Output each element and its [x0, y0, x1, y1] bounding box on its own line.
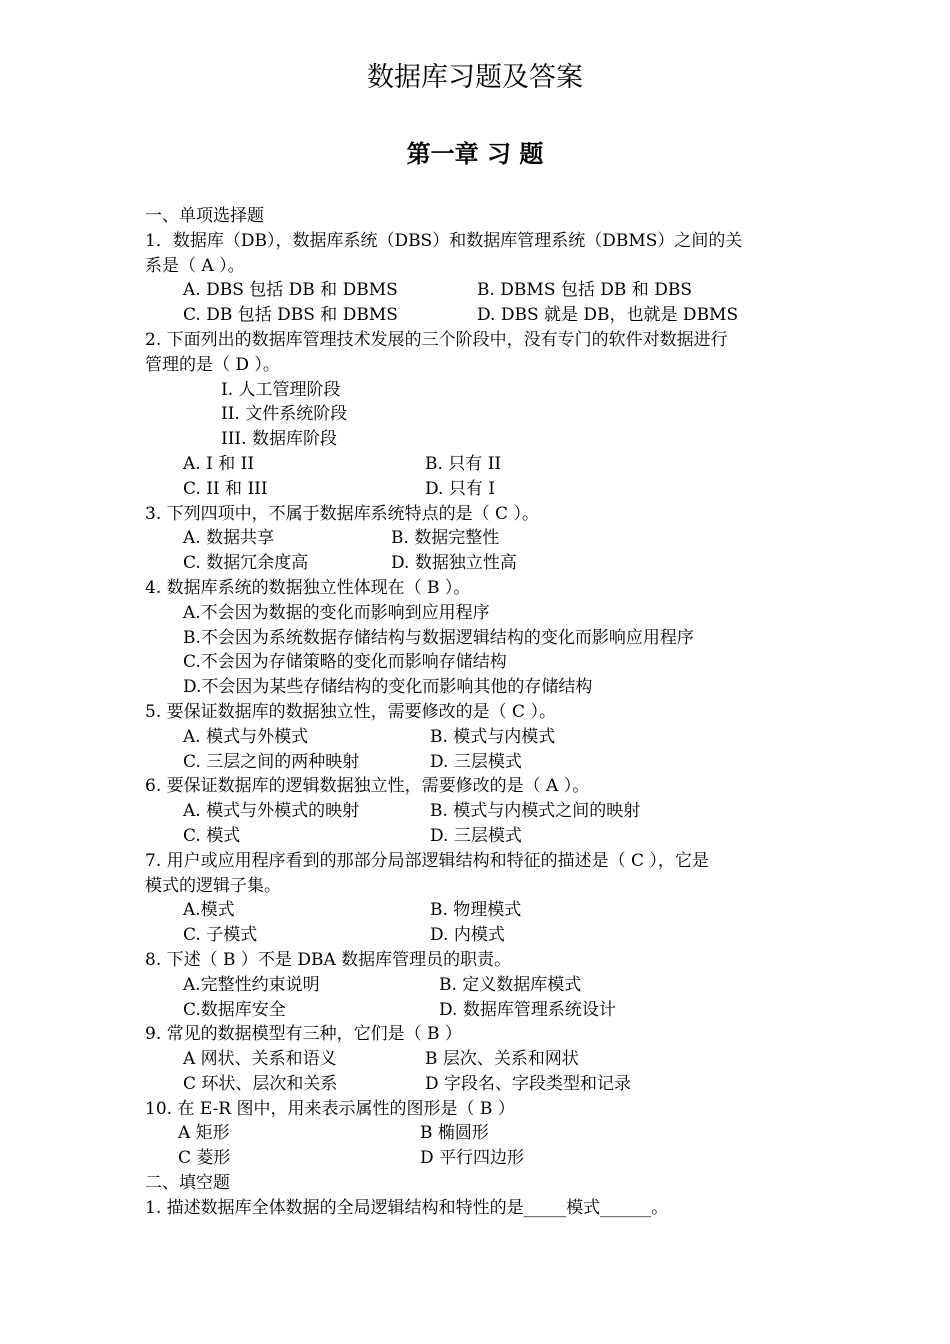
- question-10-option-c: C 菱形: [178, 1148, 231, 1169]
- question-4-option-a-row: [145, 601, 810, 626]
- question-1-options-ab: [145, 278, 810, 303]
- document-body: [145, 204, 810, 1221]
- question-2-option-b: B. 只有 II: [425, 453, 502, 474]
- question-2-item-2: [145, 402, 810, 427]
- question-4-option-b: B.不会因为系统数据存储结构与数据逻辑结构的变化而影响应用程序: [183, 627, 694, 648]
- question-9-text: 9. 常见的数据模型有三种，它们是（ B ）: [145, 1024, 462, 1045]
- chapter-heading: 第一章 习 题: [406, 140, 544, 168]
- question-4-text: 4. 数据库系统的数据独立性体现在（ B ）。: [145, 577, 471, 598]
- question-5-option-b: B. 模式与内模式: [430, 726, 556, 747]
- question-3-options-ab: [145, 526, 810, 551]
- question-8-options-cd: [145, 998, 810, 1023]
- question-10-text: 10. 在 E-R 图中，用来表示属性的图形是（ B ）: [145, 1098, 515, 1119]
- question-2-text: 2. 下面列出的数据库管理技术发展的三个阶段中，没有专门的软件对数据进行: [145, 329, 728, 350]
- document-title: 数据库习题及答案: [367, 62, 583, 93]
- question-4-option-c: C.不会因为存储策略的变化而影响存储结构: [183, 652, 507, 673]
- question-8-option-a: A.完整性约束说明: [183, 974, 320, 995]
- question-1-text: 1．数据库（DB），数据库系统（DBS）和数据库管理系统（DBMS）之间的关: [145, 230, 743, 251]
- stage-item: I. 人工管理阶段: [221, 379, 341, 400]
- question-7-text-cont: 模式的逻辑子集。: [145, 875, 281, 896]
- question-5-text: 5. 要保证数据库的数据独立性，需要修改的是（ C ）。: [145, 701, 556, 722]
- fill-question-1-suffix: 。: [651, 1197, 669, 1218]
- question-9-options-cd: [145, 1072, 810, 1097]
- question-6-text: 6. 要保证数据库的逻辑数据独立性，需要修改的是（ A ）。: [145, 776, 590, 797]
- question-2-options-ab: [145, 452, 810, 477]
- question-6-option-a: A. 模式与外模式的映射: [183, 801, 360, 822]
- fill-question-1: [145, 1196, 810, 1221]
- question-7-option-a: A.模式: [183, 900, 235, 921]
- question-2-item-3: [145, 427, 810, 452]
- question-1-option-d: D. DBS 就是 DB，也就是 DBMS: [477, 305, 739, 326]
- question-10-option-d: D 平行四边形: [420, 1148, 525, 1169]
- question-1-text-cont: 系是（ A ）。: [145, 255, 245, 276]
- question-8-text: 8. 下述（ B ）不是 DBA 数据库管理员的职责。: [145, 949, 512, 970]
- section-heading-fill-blank: 二、填空题: [145, 1173, 230, 1194]
- question-7-option-d: D. 内模式: [430, 925, 505, 946]
- question-5-options-cd: [145, 750, 810, 775]
- stage-item: II. 文件系统阶段: [221, 404, 348, 425]
- question-4-option-c-row: [145, 650, 810, 675]
- question-2-item-1: [145, 378, 810, 403]
- question-3-option-c: C. 数据冗余度高: [183, 553, 309, 574]
- question-3-option-b: B. 数据完整性: [391, 528, 500, 549]
- question-5-option-a: A. 模式与外模式: [183, 726, 309, 747]
- question-9-option-c: C 环状、层次和关系: [183, 1073, 338, 1094]
- fill-question-1-prefix: 1. 描述数据库全体数据的全局逻辑结构和特性的是: [145, 1197, 524, 1218]
- question-4-option-a: A.不会因为数据的变化而影响到应用程序: [183, 602, 490, 623]
- question-2-option-a: A. I 和 II: [183, 453, 255, 474]
- question-8-option-d: D. 数据库管理系统设计: [439, 999, 616, 1020]
- question-10-option-a: A 矩形: [178, 1123, 230, 1144]
- question-4-option-d-row: [145, 675, 810, 700]
- question-2-option-d: D. 只有 I: [425, 478, 495, 499]
- question-7-options-cd: [145, 923, 810, 948]
- question-6-option-b: B. 模式与内模式之间的映射: [430, 801, 641, 822]
- section-heading-single-choice: 一、单项选择题: [145, 206, 264, 226]
- question-10-option-b: B 椭圆形: [420, 1123, 489, 1144]
- question-7-option-c: C. 子模式: [183, 925, 258, 946]
- question-9-option-d: D 字段名、字段类型和记录: [425, 1073, 632, 1094]
- question-6-option-c: C. 模式: [183, 825, 241, 846]
- question-7-option-b: B. 物理模式: [430, 900, 522, 921]
- question-6-option-d: D. 三层模式: [430, 825, 522, 846]
- question-8-option-b: B. 定义数据库模式: [439, 974, 582, 995]
- question-9-option-b: B 层次、关系和网状: [425, 1049, 579, 1070]
- question-2-option-c: C. II 和 III: [183, 478, 268, 499]
- question-8-options-ab: [145, 973, 810, 998]
- question-1-option-b: B. DBMS 包括 DB 和 DBS: [477, 280, 692, 301]
- question-7-text: 7. 用户或应用程序看到的那部分局部逻辑结构和特征的描述是（ C ），它是: [145, 850, 709, 871]
- question-4-option-d: D.不会因为某些存储结构的变化而影响其他的存储结构: [183, 677, 593, 698]
- question-4-option-b-row: [145, 626, 810, 651]
- question-6-options-cd: [145, 824, 810, 849]
- fill-blank-2: ______: [600, 1197, 652, 1218]
- question-10-options-cd: [145, 1146, 810, 1171]
- question-2-options-cd: [145, 477, 810, 502]
- question-8-option-c: C.数据库安全: [183, 999, 286, 1020]
- question-3-option-a: A. 数据共享: [183, 528, 275, 549]
- question-9-options-ab: [145, 1047, 810, 1072]
- question-3-text: 3. 下列四项中，不属于数据库系统特点的是（ C ）。: [145, 503, 539, 524]
- question-10-options-ab: [145, 1121, 810, 1146]
- stage-item: III. 数据库阶段: [221, 429, 337, 450]
- question-5-option-d: D. 三层模式: [430, 751, 522, 772]
- question-7-options-ab: [145, 898, 810, 923]
- question-2-text-cont: 管理的是（ D ）。: [145, 354, 280, 375]
- fill-question-1-mid: 模式: [566, 1197, 601, 1218]
- question-5-options-ab: [145, 725, 810, 750]
- fill-blank-1: _____: [523, 1197, 567, 1218]
- question-5-option-c: C. 三层之间的两种映射: [183, 751, 360, 772]
- question-3-options-cd: [145, 551, 810, 576]
- question-3-option-d: D. 数据独立性高: [391, 553, 517, 574]
- question-1-options-cd: [145, 303, 810, 328]
- question-6-options-ab: [145, 799, 810, 824]
- question-9-option-a: A 网状、关系和语义: [183, 1049, 337, 1070]
- question-1-option-a: A. DBS 包括 DB 和 DBMS: [183, 280, 398, 301]
- question-1-option-c: C. DB 包括 DBS 和 DBMS: [183, 305, 398, 326]
